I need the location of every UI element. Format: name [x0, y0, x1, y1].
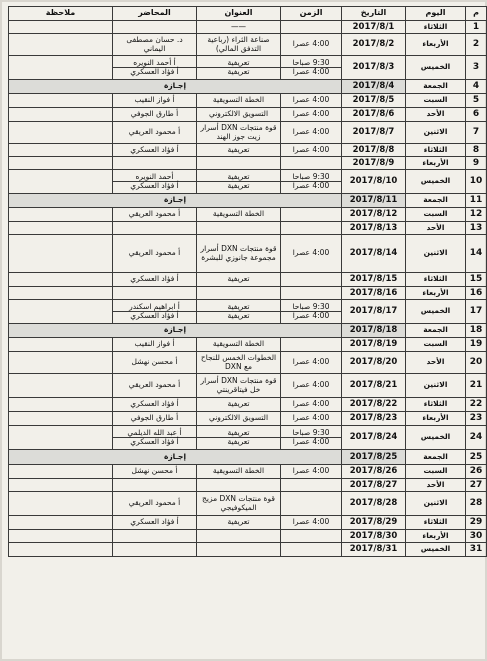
day-cell: الأربعاء	[406, 287, 466, 300]
notes-cell	[9, 94, 113, 108]
title-cell: تعريفية	[197, 398, 281, 412]
table-row	[9, 21, 487, 34]
time-cell: 4:00 عصرا	[281, 374, 342, 398]
date-cell: 2017/8/22	[342, 398, 406, 412]
row-number: 6	[466, 108, 487, 122]
title-cell: الخطة التسويقية	[197, 94, 281, 108]
date-cell: 2017/8/26	[342, 465, 406, 479]
table-row	[9, 412, 487, 426]
row-number: 25	[466, 450, 487, 465]
notes-cell	[9, 412, 113, 426]
table-row	[9, 374, 487, 398]
time-cell-second: 4:00 عصرا	[281, 181, 341, 191]
title-cell: قوة منتجات DXN مزيج الميكوفيجي	[197, 492, 281, 516]
title-cell: تعريفية	[197, 516, 281, 530]
time-cell-second: 4:00 عصرا	[281, 311, 341, 321]
time-cell-first: 9:30 صباحا	[292, 427, 330, 437]
lecturer-cell-first: أ ابراهيم اسكندر	[129, 301, 180, 311]
date-cell: 2017/8/8	[342, 144, 406, 157]
lecturer-cell: أ محسن نهشل	[113, 352, 197, 374]
title-cell	[197, 222, 281, 235]
lecturer-cell: أ طارق الجوفي	[113, 412, 197, 426]
header-time: الزمن	[281, 7, 342, 21]
day-cell: السبت	[406, 208, 466, 222]
date-cell: 2017/8/1	[342, 21, 406, 34]
table-row	[9, 426, 487, 450]
row-number: 13	[466, 222, 487, 235]
lecturer-cell	[113, 543, 197, 557]
title-cell-first: تعريفية	[227, 171, 250, 181]
time-cell: 4:00 عصرا	[281, 235, 342, 273]
time-cell: 4:00 عصرا	[281, 352, 342, 374]
time-cell: 4:00 عصرا	[281, 34, 342, 56]
lecturer-cell: د. حسان مصطفى اليماني	[113, 34, 197, 56]
lecturer-cell: أ فؤاد العسكري	[113, 516, 197, 530]
day-cell: الجمعة	[406, 324, 466, 338]
time-cell: 4:00 عصرا	[281, 122, 342, 144]
time-cell: 4:00 عصرا	[281, 108, 342, 122]
row-number: 1	[466, 21, 487, 34]
title-cell: تعريفية	[197, 144, 281, 157]
notes-cell	[9, 287, 113, 300]
header-title: العنوان	[197, 7, 281, 21]
time-cell-second: 4:00 عصرا	[281, 67, 341, 77]
day-cell: الأربعاء	[406, 530, 466, 543]
notes-cell	[9, 300, 113, 324]
table-row	[9, 222, 487, 235]
row-number: 8	[466, 144, 487, 157]
title-cell: ——	[197, 21, 281, 34]
lecturer-cell	[113, 157, 197, 170]
time-cell	[281, 208, 342, 222]
table-row	[9, 352, 487, 374]
day-cell: الأحد	[406, 352, 466, 374]
title-cell-first: تعريفية	[227, 427, 250, 437]
day-cell: الأربعاء	[406, 412, 466, 426]
row-number: 10	[466, 170, 487, 194]
day-cell: الثلاثاء	[406, 21, 466, 34]
date-cell: 2017/8/20	[342, 352, 406, 374]
title-cell	[197, 170, 281, 194]
date-cell: 2017/8/7	[342, 122, 406, 144]
holiday-cell: إجـازة	[9, 324, 342, 338]
table-row	[9, 530, 487, 543]
table-row	[9, 479, 487, 492]
holiday-cell: إجـازة	[9, 80, 342, 94]
notes-cell	[9, 543, 113, 557]
title-cell: الخطة التسويقية	[197, 465, 281, 479]
title-cell	[197, 479, 281, 492]
date-cell: 2017/8/25	[342, 450, 406, 465]
lecturer-cell-second: أ فؤاد العسكري	[113, 181, 196, 191]
day-cell: الثلاثاء	[406, 273, 466, 287]
date-cell: 2017/8/24	[342, 426, 406, 450]
row-number: 17	[466, 300, 487, 324]
notes-cell	[9, 222, 113, 235]
row-number: 7	[466, 122, 487, 144]
table-row	[9, 56, 487, 80]
title-cell: التسويق الالكتروني	[197, 108, 281, 122]
table-row	[9, 273, 487, 287]
time-cell-first: 9:30 صباحا	[292, 171, 330, 181]
title-cell: قوة منتجات DXN أسرار خل فيتاقرينتي	[197, 374, 281, 398]
lecturer-cell-second: أ فؤاد العسكري	[113, 437, 196, 447]
time-cell-first: 9:30 صباحا	[292, 301, 330, 311]
lecturer-cell-first: أ أحمد النويره	[133, 57, 176, 67]
time-cell	[281, 287, 342, 300]
notes-cell	[9, 352, 113, 374]
notes-cell	[9, 208, 113, 222]
lecturer-cell-first: أ عبد الله الديلمي	[127, 427, 182, 437]
title-cell: الخطوات الخمس للنجاح مع DXN	[197, 352, 281, 374]
table-row	[9, 398, 487, 412]
day-cell: الاثنين	[406, 374, 466, 398]
time-cell	[281, 426, 342, 450]
day-cell: الخميس	[406, 56, 466, 80]
time-cell-first: 9:30 صباحا	[292, 57, 330, 67]
time-cell	[281, 338, 342, 352]
row-number: 27	[466, 479, 487, 492]
table-row	[9, 235, 487, 273]
header-notes: ملاحظة	[9, 7, 113, 21]
day-cell: الثلاثاء	[406, 144, 466, 157]
holiday-cell: إجـازة	[9, 450, 342, 465]
notes-cell	[9, 398, 113, 412]
row-number: 16	[466, 287, 487, 300]
notes-cell	[9, 122, 113, 144]
notes-cell	[9, 21, 113, 34]
day-cell: الثلاثاء	[406, 516, 466, 530]
time-cell	[281, 170, 342, 194]
title-cell	[197, 300, 281, 324]
lecturer-cell	[113, 21, 197, 34]
date-cell: 2017/8/30	[342, 530, 406, 543]
title-cell-second: تعريفية	[197, 67, 280, 77]
row-number: 22	[466, 398, 487, 412]
title-cell	[197, 287, 281, 300]
table-row	[9, 34, 487, 56]
lecturer-cell: أ محمود العريقي	[113, 492, 197, 516]
row-number: 2	[466, 34, 487, 56]
date-cell: 2017/8/23	[342, 412, 406, 426]
day-cell: الجمعة	[406, 80, 466, 94]
title-cell: الخطة التسويقية	[197, 338, 281, 352]
table-row	[9, 80, 487, 94]
date-cell: 2017/8/11	[342, 194, 406, 208]
date-cell: 2017/8/18	[342, 324, 406, 338]
row-number: 4	[466, 80, 487, 94]
lecturer-cell-second: أ فؤاد العسكري	[113, 311, 196, 321]
day-cell: الأحد	[406, 479, 466, 492]
title-cell-first: تعريفية	[227, 301, 250, 311]
title-cell-first: تعريفية	[227, 57, 250, 67]
date-cell: 2017/8/13	[342, 222, 406, 235]
date-cell: 2017/8/14	[342, 235, 406, 273]
lecturer-cell	[113, 426, 197, 450]
table-row	[9, 122, 487, 144]
time-cell	[281, 300, 342, 324]
time-cell	[281, 157, 342, 170]
header-num: م	[466, 7, 487, 21]
time-cell	[281, 222, 342, 235]
date-cell: 2017/8/27	[342, 479, 406, 492]
header-lecturer: المحاضر	[113, 7, 197, 21]
row-number: 19	[466, 338, 487, 352]
table-row	[9, 300, 487, 324]
table-row	[9, 543, 487, 557]
row-number: 21	[466, 374, 487, 398]
title-cell: صناعة الثراء (رباعية التدفق المالي)	[197, 34, 281, 56]
notes-cell	[9, 492, 113, 516]
notes-cell	[9, 170, 113, 194]
time-cell	[281, 492, 342, 516]
notes-cell	[9, 273, 113, 287]
title-cell: الخطة التسويقية	[197, 208, 281, 222]
date-cell: 2017/8/31	[342, 543, 406, 557]
day-cell: الاثنين	[406, 235, 466, 273]
date-cell: 2017/8/2	[342, 34, 406, 56]
date-cell: 2017/8/6	[342, 108, 406, 122]
time-cell	[281, 56, 342, 80]
table-row	[9, 157, 487, 170]
day-cell: الجمعة	[406, 450, 466, 465]
table-row	[9, 465, 487, 479]
header-date: التاريخ	[342, 7, 406, 21]
day-cell: الخميس	[406, 170, 466, 194]
title-cell-second: تعريفية	[197, 181, 280, 191]
table-row	[9, 108, 487, 122]
day-cell: الخميس	[406, 300, 466, 324]
lecturer-cell: أ محمود العريقي	[113, 122, 197, 144]
title-cell-second: تعريفية	[197, 311, 280, 321]
notes-cell	[9, 516, 113, 530]
notes-cell	[9, 374, 113, 398]
lecturer-cell	[113, 56, 197, 80]
row-number: 31	[466, 543, 487, 557]
row-number: 15	[466, 273, 487, 287]
row-number: 29	[466, 516, 487, 530]
title-cell	[197, 530, 281, 543]
day-cell: الاثنين	[406, 122, 466, 144]
holiday-cell: إجـازة	[9, 194, 342, 208]
table-row	[9, 338, 487, 352]
time-cell: 4:00 عصرا	[281, 516, 342, 530]
notes-cell	[9, 157, 113, 170]
schedule-body	[9, 21, 487, 557]
date-cell: 2017/8/5	[342, 94, 406, 108]
day-cell: السبت	[406, 465, 466, 479]
lecturer-cell: أ فؤاد العسكري	[113, 398, 197, 412]
title-cell	[197, 543, 281, 557]
table-row	[9, 287, 487, 300]
header-day: اليوم	[406, 7, 466, 21]
notes-cell	[9, 426, 113, 450]
row-number: 12	[466, 208, 487, 222]
title-cell: قوة منتجات DXN أسرار مجموعة جانوزي للبشرة	[197, 235, 281, 273]
lecturer-cell: أ فؤاد العسكري	[113, 273, 197, 287]
lecturer-cell	[113, 287, 197, 300]
table-row	[9, 324, 487, 338]
date-cell: 2017/8/28	[342, 492, 406, 516]
notes-cell	[9, 34, 113, 56]
lecturer-cell	[113, 170, 197, 194]
notes-cell	[9, 530, 113, 543]
day-cell: السبت	[406, 94, 466, 108]
notes-cell	[9, 144, 113, 157]
lecturer-cell: أ فواز النقيب	[113, 94, 197, 108]
time-cell: 4:00 عصرا	[281, 94, 342, 108]
table-row	[9, 144, 487, 157]
day-cell: السبت	[406, 338, 466, 352]
row-number: 9	[466, 157, 487, 170]
date-cell: 2017/8/3	[342, 56, 406, 80]
time-cell: 4:00 عصرا	[281, 465, 342, 479]
lecturer-cell: أ محمود العريقي	[113, 235, 197, 273]
row-number: 23	[466, 412, 487, 426]
day-cell: الاثنين	[406, 492, 466, 516]
row-number: 24	[466, 426, 487, 450]
day-cell: الخميس	[406, 543, 466, 557]
notes-cell	[9, 479, 113, 492]
day-cell: الأربعاء	[406, 157, 466, 170]
lecturer-cell: أ محمود العريقي	[113, 208, 197, 222]
title-cell-second: تعريفية	[197, 437, 280, 447]
row-number: 18	[466, 324, 487, 338]
title-cell: قوة منتجات DXN أسرار زيت جوز الهند	[197, 122, 281, 144]
table-row	[9, 450, 487, 465]
title-cell: التسويق الالكتروني	[197, 412, 281, 426]
row-number: 30	[466, 530, 487, 543]
row-number: 26	[466, 465, 487, 479]
time-cell	[281, 273, 342, 287]
row-number: 28	[466, 492, 487, 516]
row-number: 3	[466, 56, 487, 80]
date-cell: 2017/8/17	[342, 300, 406, 324]
table-row	[9, 94, 487, 108]
lecturer-cell: أ محسن نهشل	[113, 465, 197, 479]
lecturer-cell	[113, 300, 197, 324]
table-row	[9, 170, 487, 194]
lecturer-cell-first: أحمد النويره	[135, 171, 174, 181]
row-number: 5	[466, 94, 487, 108]
title-cell	[197, 426, 281, 450]
table-row	[9, 208, 487, 222]
table-row	[9, 516, 487, 530]
notes-cell	[9, 56, 113, 80]
lecturer-cell	[113, 479, 197, 492]
day-cell: الأحد	[406, 108, 466, 122]
date-cell: 2017/8/21	[342, 374, 406, 398]
notes-cell	[9, 235, 113, 273]
schedule-sheet	[2, 2, 485, 659]
date-cell: 2017/8/29	[342, 516, 406, 530]
time-cell	[281, 543, 342, 557]
time-cell	[281, 479, 342, 492]
table-row	[9, 492, 487, 516]
lecturer-cell: أ محمود العريقي	[113, 374, 197, 398]
time-cell	[281, 530, 342, 543]
date-cell: 2017/8/10	[342, 170, 406, 194]
row-number: 14	[466, 235, 487, 273]
header-row	[9, 7, 487, 21]
day-cell: الجمعة	[406, 194, 466, 208]
row-number: 20	[466, 352, 487, 374]
title-cell: تعريفية	[197, 273, 281, 287]
time-cell-second: 4:00 عصرا	[281, 437, 341, 447]
date-cell: 2017/8/9	[342, 157, 406, 170]
time-cell	[281, 21, 342, 34]
row-number: 11	[466, 194, 487, 208]
notes-cell	[9, 108, 113, 122]
notes-cell	[9, 465, 113, 479]
lecturer-cell	[113, 530, 197, 543]
day-cell: الأحد	[406, 222, 466, 235]
title-cell	[197, 56, 281, 80]
time-cell: 4:00 عصرا	[281, 398, 342, 412]
title-cell	[197, 157, 281, 170]
notes-cell	[9, 338, 113, 352]
table-row	[9, 194, 487, 208]
day-cell: الأربعاء	[406, 34, 466, 56]
lecturer-cell: أ طارق الجوفي	[113, 108, 197, 122]
lecturer-cell: أ فؤاد العسكري	[113, 144, 197, 157]
day-cell: الثلاثاء	[406, 398, 466, 412]
date-cell: 2017/8/19	[342, 338, 406, 352]
date-cell: 2017/8/12	[342, 208, 406, 222]
time-cell: 4:00 عصرا	[281, 412, 342, 426]
lecturer-cell-second: أ فؤاد العسكري	[113, 67, 196, 77]
date-cell: 2017/8/16	[342, 287, 406, 300]
time-cell: 4:00 عصرا	[281, 144, 342, 157]
date-cell: 2017/8/4	[342, 80, 406, 94]
lecturer-cell: أ فواز النقيب	[113, 338, 197, 352]
date-cell: 2017/8/15	[342, 273, 406, 287]
lecturer-cell	[113, 222, 197, 235]
day-cell: الخميس	[406, 426, 466, 450]
schedule-table	[8, 6, 487, 557]
